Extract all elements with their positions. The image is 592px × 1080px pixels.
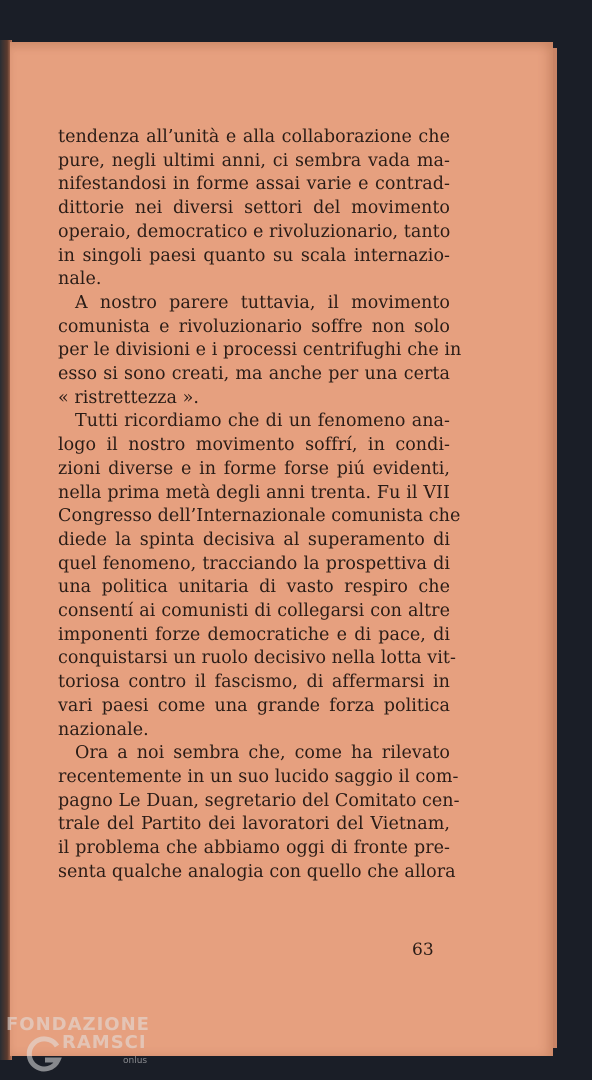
page-number: 63 — [412, 940, 434, 960]
text-line: pagno Le Duan, segretario del Comitato cen- — [58, 790, 460, 811]
text-line: imponenti forze democratiche e di pace, di — [58, 624, 450, 645]
watermark-text-top: FONDAZIONE — [6, 1014, 150, 1035]
text-line: toriosa contro il fascismo, di affermarsi in — [58, 672, 450, 693]
text-line: nale. — [58, 269, 102, 290]
page-edge — [553, 48, 557, 1048]
watermark-logo — [0, 1012, 160, 1080]
text-line: trale del Partito dei lavoratori del Vietnam, — [58, 814, 450, 835]
text-line: il problema che abbiamo oggi di fronte pre- — [58, 838, 450, 859]
text-line: recentemente in un suo lucido saggio il com- — [58, 766, 459, 787]
text-line: nifestandosi in forme assai varie e contrad- — [58, 174, 450, 195]
watermark-text-bottom: RAMSCI — [62, 1032, 147, 1053]
text-line: consentí ai comunisti di collegarsi con altre — [58, 601, 450, 622]
text-line: nella prima metà degli anni trenta. Fu il VII — [58, 482, 450, 503]
text-line: A nostro parere tuttavia, il movimento — [75, 292, 450, 313]
text-line: in singoli paesi quanto su scala internazio- — [58, 245, 450, 266]
text-line: diede la spinta decisiva al superamento di — [58, 529, 450, 550]
text-line: comunista e rivoluzionario soffre non solo — [58, 316, 450, 337]
text-line: Congresso dell’Internazionale comunista che — [58, 506, 461, 527]
text-line: per le divisioni e i processi centrifughi che in — [58, 340, 462, 361]
text-line: vari paesi come una grande forza politica — [58, 695, 450, 716]
text-line: operaio, democratico e rivoluzionario, tanto — [58, 221, 451, 242]
text-line: « ristrettezza ». — [58, 387, 199, 408]
text-line: tendenza all’unità e alla collaborazione che — [58, 127, 450, 147]
text-line: Ora a noi sembra che, come ha rilevato — [75, 743, 450, 764]
text-line: zioni diverse e in forme forse piú evidenti, — [58, 458, 450, 479]
text-line: pure, negli ultimi anni, ci sembra vada ma- — [58, 150, 450, 171]
text-line: conquistarsi un ruolo decisivo nella lotta vit- — [58, 648, 456, 669]
text-line: una politica unitaria di vasto respiro che — [58, 577, 450, 598]
watermark-suffix: onlus — [123, 1056, 148, 1066]
page-body-text — [58, 126, 462, 885]
text-line: senta qualche analogia con quello che allora — [58, 861, 456, 882]
text-line: esso si sono creati, ma anche per una certa — [58, 364, 450, 385]
text-line: logo il nostro movimento soffrí, in condi- — [58, 435, 450, 456]
text-line: Tutti ricordiamo che di un fenomeno ana- — [75, 411, 450, 432]
g-logo-icon — [24, 1034, 64, 1074]
text-line: nazionale. — [58, 719, 149, 740]
text-line: dittorie nei diversi settori del movimento — [58, 198, 450, 219]
text-line: quel fenomeno, tracciando la prospettiva di — [58, 553, 450, 574]
